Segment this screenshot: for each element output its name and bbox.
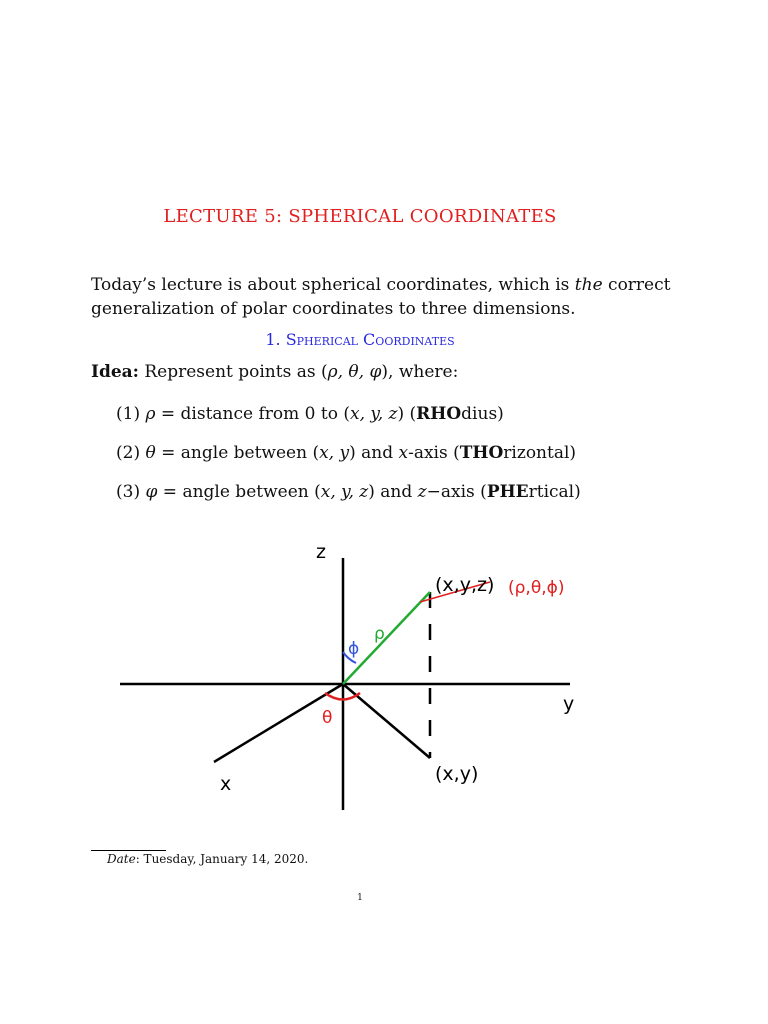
item-axis: z [417, 482, 427, 502]
footnote-text: : Tuesday, January 14, 2020. [135, 852, 309, 866]
intro-line-1 [91, 273, 670, 297]
item-text: = angle between ( [157, 482, 321, 502]
intro-line-2: generalization of polar coordinates to three dimensions. [91, 299, 576, 319]
spherical-label: (ρ,θ,ϕ) [508, 578, 565, 598]
intro-text-a: Today’s lecture is about spherical coordinates, which is [91, 275, 575, 295]
footnote-label: Date [107, 852, 136, 866]
idea-text-b: ), where: [381, 362, 459, 382]
list-item-rho [116, 402, 504, 426]
spherical-coordinates-diagram [92, 530, 632, 835]
phi-label: ϕ [348, 639, 360, 659]
item-number: (3) [116, 482, 146, 502]
item-coords: x, y [319, 443, 350, 463]
idea-line [91, 360, 458, 384]
list-item-theta [116, 441, 576, 465]
item-variable: θ [145, 443, 156, 463]
item-variable: φ [145, 482, 158, 502]
intro-text-b: correct [602, 275, 671, 295]
item-number: (1) [116, 404, 146, 424]
item-text: ) and [349, 443, 399, 463]
item-text: ) ( [397, 404, 417, 424]
footnote [107, 852, 308, 866]
idea-vars: ρ, θ, φ [327, 362, 382, 382]
item-coords: x, y, z [349, 404, 398, 424]
item-coords: x, y, z [320, 482, 369, 502]
item-axis: x [398, 443, 409, 463]
section-heading: 1. Spherical Coordinates [265, 330, 455, 349]
lecture-title: LECTURE 5: SPHERICAL COORDINATES [163, 206, 557, 227]
item-mnemonic: PHE [486, 482, 529, 502]
rho-label: ρ [374, 624, 385, 644]
theta-label: θ [322, 708, 333, 728]
item-text: −axis ( [426, 482, 487, 502]
item-mnemonic: THO [459, 443, 504, 463]
intro-emphasis: the [574, 275, 603, 295]
item-text: ) and [368, 482, 418, 502]
item-text: = distance from 0 to ( [155, 404, 350, 424]
item-text: rizontal) [503, 443, 577, 463]
idea-label: Idea: [91, 362, 139, 382]
item-text: = angle between ( [155, 443, 320, 463]
item-variable: ρ [145, 404, 156, 424]
item-text: rtical) [528, 482, 581, 502]
idea-text-a: Represent points as ( [138, 362, 328, 382]
page-number: 1 [357, 893, 363, 903]
list-item-phi [116, 480, 581, 504]
item-text: -axis ( [408, 443, 460, 463]
point-label: (x,y,z) [435, 574, 495, 596]
item-text: dius) [461, 404, 504, 424]
x-axis-label: x [220, 773, 232, 795]
xy-label: (x,y) [435, 763, 479, 785]
item-mnemonic: RHO [416, 404, 462, 424]
rho-vector [343, 592, 430, 684]
y-axis-label: y [563, 693, 575, 715]
z-axis-label: z [316, 541, 326, 563]
item-number: (2) [116, 443, 146, 463]
footnote-rule [91, 850, 166, 851]
